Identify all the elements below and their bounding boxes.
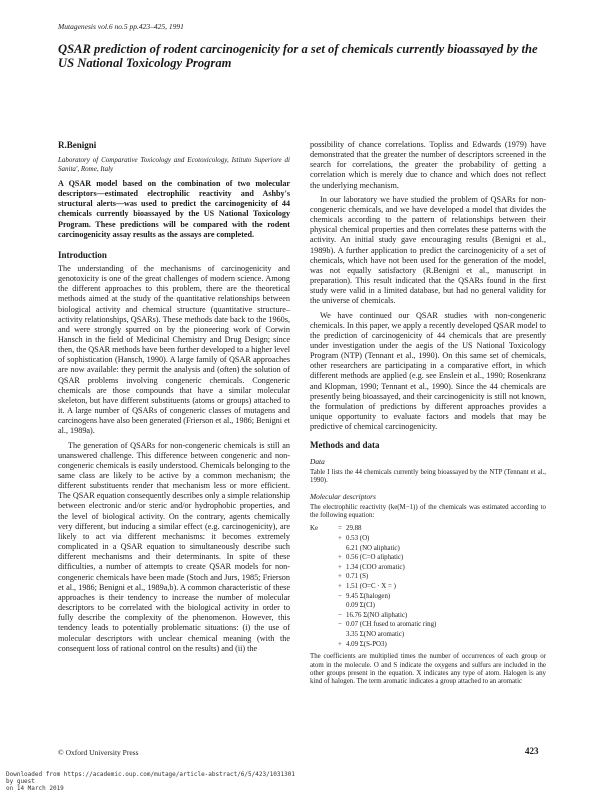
introduction-heading: Introduction	[58, 249, 107, 260]
abstract: A QSAR model based on the combination of two molecular descriptors—estimated electrophilic reactivity and Ashby's structural alerts—was used to predict the carcinogenicity of 44 chemicals currently bioassayed by the US National Toxicology Program. These predictions will be compared with the rodent carcinogenicity assay results as the assays are completed.	[58, 179, 290, 239]
equation-term: 3.35 Σ(NO aromatic)	[346, 631, 405, 638]
equation-operator: +	[338, 583, 342, 591]
running-head: Mutagenesis vol.6 no.5 pp.423–425, 1991	[58, 22, 184, 31]
methods-heading: Methods and data	[310, 440, 380, 451]
download-line-1: Downloaded from https://academic.oup.com/mutage/article-abstract/6/5/423/1031301	[6, 771, 295, 778]
equation-line	[310, 582, 546, 592]
equation-operator: −	[338, 611, 342, 619]
equation-term: 1.34 (COO aromatic)	[346, 563, 405, 571]
equation-line	[310, 630, 546, 640]
equation-equals: =	[338, 525, 342, 533]
equation-line	[310, 640, 546, 650]
equation-line	[310, 592, 546, 602]
equation-term: 16.76 Σ(NO aliphatic)	[346, 611, 408, 619]
equation-term: 0.09 Σ(Cl)	[346, 602, 375, 610]
equation-operator: +	[338, 573, 342, 581]
download-line-3: on 14 March 2019	[6, 785, 64, 792]
equation-line	[310, 563, 546, 573]
publisher-copyright: © Oxford University Press	[58, 748, 139, 757]
equation-line	[310, 534, 546, 544]
equation-operator	[334, 630, 346, 640]
ke-equation	[310, 524, 546, 649]
equation-term: 0.53 (O)	[346, 535, 370, 543]
equation-line	[310, 524, 546, 534]
equation-operator: −	[338, 592, 342, 600]
right-column	[310, 140, 546, 687]
intro-paragraph-1: The understanding of the mechanisms of carcinogenicity and genotoxicity is one of the great challenges of modern science. Among the different approaches to this problem, there are the theoretical methods aimed at the study of the quantitative relationships between biological activity and chemical structure (quantitative structure–activity relationships, QSARs). These methods date back to the 1960s, and were strongly spurred on by the pioneering work of Corwin Hansch in the field of Medicinal Chemistry and Drug Design; since then, the QSAR methods have been further developed to a higher level of sophistication (Hansch, 1990). A large family of QSAR approaches are now available: they permit the analysis and (often) the solution of QSAR problems involving congeneric chemicals. Congeneric chemicals are those compounds that have a similar molecular skeleton, but have different substituents (atoms or groups) attached to it. A large number of QSARs of congeneric classes of mutagens and carcinogens have also been generated (Frierson et al., 1986; Benigni et al., 1989a).	[58, 263, 290, 436]
equation-term: 1.51 (O=C · X = )	[346, 583, 396, 591]
equation-operator: +	[338, 563, 342, 571]
equation-line	[310, 544, 546, 554]
equation-term: 4.09 Σ(S-PO3)	[346, 640, 387, 648]
equation-operator: −	[338, 621, 342, 629]
equation-operator: +	[338, 640, 342, 648]
right-paragraph-3: We have continued our QSAR studies with non-congeneric chemicals. In this paper, we apply a recently developed QSAR model to the prediction of carcinogenicity of 44 chemicals that are presently under investigation under the aegis of the US National Toxicology Program (NTP) (Tennant et al., 1990). On this same set of chemicals, other researchers are participating in a comparative effort, in which different methods are applied (e.g. see Enslein et al., 1990; Rosenkranz and Klopman, 1990; Tennant et al., 1990). Since the 44 chemicals are presently being bioassayed, and their carcinogenicity is still not known, the formulation of predictions by different approaches provides a unique opportunity to evaluate factors and models that may be predictive of chemical carcinogenicity.	[310, 310, 546, 432]
equation-operator: +	[338, 535, 342, 543]
data-subheading: Data	[310, 456, 325, 466]
equation-line	[310, 553, 546, 563]
descriptors-text: The electrophilic reactivity (ke(M−1)) of the chemicals was estimated according to the following equation:	[310, 503, 546, 520]
page-number: 423	[525, 746, 539, 756]
equation-operator	[334, 601, 346, 611]
equation-term: 6.21 (NO aliphatic)	[346, 544, 400, 552]
equation-line	[310, 620, 546, 630]
equation-operator: +	[338, 554, 342, 562]
equation-term: 0.56 (C=O aliphatic)	[346, 554, 404, 562]
equation-term: 0.07 (CH fused to aromatic ring)	[346, 621, 437, 629]
equation-line	[310, 601, 546, 611]
equation-operator	[334, 544, 346, 554]
left-column	[58, 140, 290, 658]
right-paragraph-1: possibility of chance correlations. Topliss and Edwards (1979) have demonstrated that the greater the number of descriptors screened in the search for correlations, the greater the probability of getting a correlation which is merely due to chance and which does not reflect the underlying mechanism.	[310, 140, 546, 190]
author-affiliation: Laboratory of Comparative Toxicology and Ecotoxicology, Istituto Superiore di Sanita', Rome, Italy	[58, 156, 290, 173]
author-name: R.Benigni	[58, 140, 97, 150]
article-title: QSAR prediction of rodent carcinogenicity for a set of chemicals currently bioassayed by the US National Toxicology Program	[58, 42, 538, 70]
download-line-2: by guest	[6, 778, 35, 785]
descriptors-subheading: Molecular descriptors	[310, 491, 376, 501]
equation-term: 9.45 Σ(halogen)	[346, 592, 391, 600]
equation-line	[310, 611, 546, 621]
equation-term: 0.71 (S)	[346, 573, 369, 581]
equation-line	[310, 572, 546, 582]
right-paragraph-2: In our laboratory we have studied the problem of QSARs for non-congeneric chemicals, and we have developed a model that divides the chemicals according to the pattern of relationships between their physical chemical properties and then correlates these patterns with the activity. An initial study gave encouraging results (Benigni et al., 1989b). A further application to predict the carcinogenicity of a set of chemicals, which have not been used for the generation of the model, was not equally satisfactory (R.Benigni et al., manuscript in preparation). This result indicated that the QSARs found in the first study were valid in a limited database, but had no general validity for the universe of chemicals.	[310, 194, 546, 306]
coefficients-text: The coefficients are multiplied times the number of occurrences of each group or atom in the molecule. O and S indicate the oxygens and sulfurs are included in the other groups present in the equation. X indicates any type of atom. Halogen is any kind of halogen. The term aromatic indicates a group attached to an aromatic	[310, 653, 546, 686]
equation-term: 29.88	[346, 525, 362, 533]
equation-lhs: Ke	[310, 525, 319, 533]
data-text: Table I lists the 44 chemicals currently being bioassayed by the NTP (Tennant et al., 1990).	[310, 468, 546, 485]
download-note	[6, 771, 295, 792]
intro-paragraph-2: The generation of QSARs for non-congeneric chemicals is still an unanswered challenge. This difference between congeneric and non-congeneric chemicals is easily understood. Chemicals belonging to the same class are likely to be active by a common mechanism; the different substituents render that mechanism less or more efficient. The QSAR equation consequently describes only a simple relationship between electronic and/or steric and/or hydrophobic properties, and the level of biological activity. On the contrary, agents chemically very different, but inducing a similar effect (e.g. carcinogenicity), are likely to act via different mechanisms: it becomes extremely complicated in a QSAR equation to simultaneously describe such different mechanisms and their determinants. In spite of these difficulties, a number of attempts to create QSAR models for non-congeneric chemicals have been made (Stoch and Jurs, 1985; Frierson et al., 1986; Benigni et al., 1989a,b). A common characteristic of these approaches is their tendency to increase the number of molecular descriptors to be correlated with the biological activity in order to fully describe the complexity of the phenomenon. However, this tendency leads to potentially problematic situations: (i) the use of molecular descriptors with unclear chemical meaning (with the consequent loss of rational control on the results) and (ii) the	[58, 440, 290, 653]
